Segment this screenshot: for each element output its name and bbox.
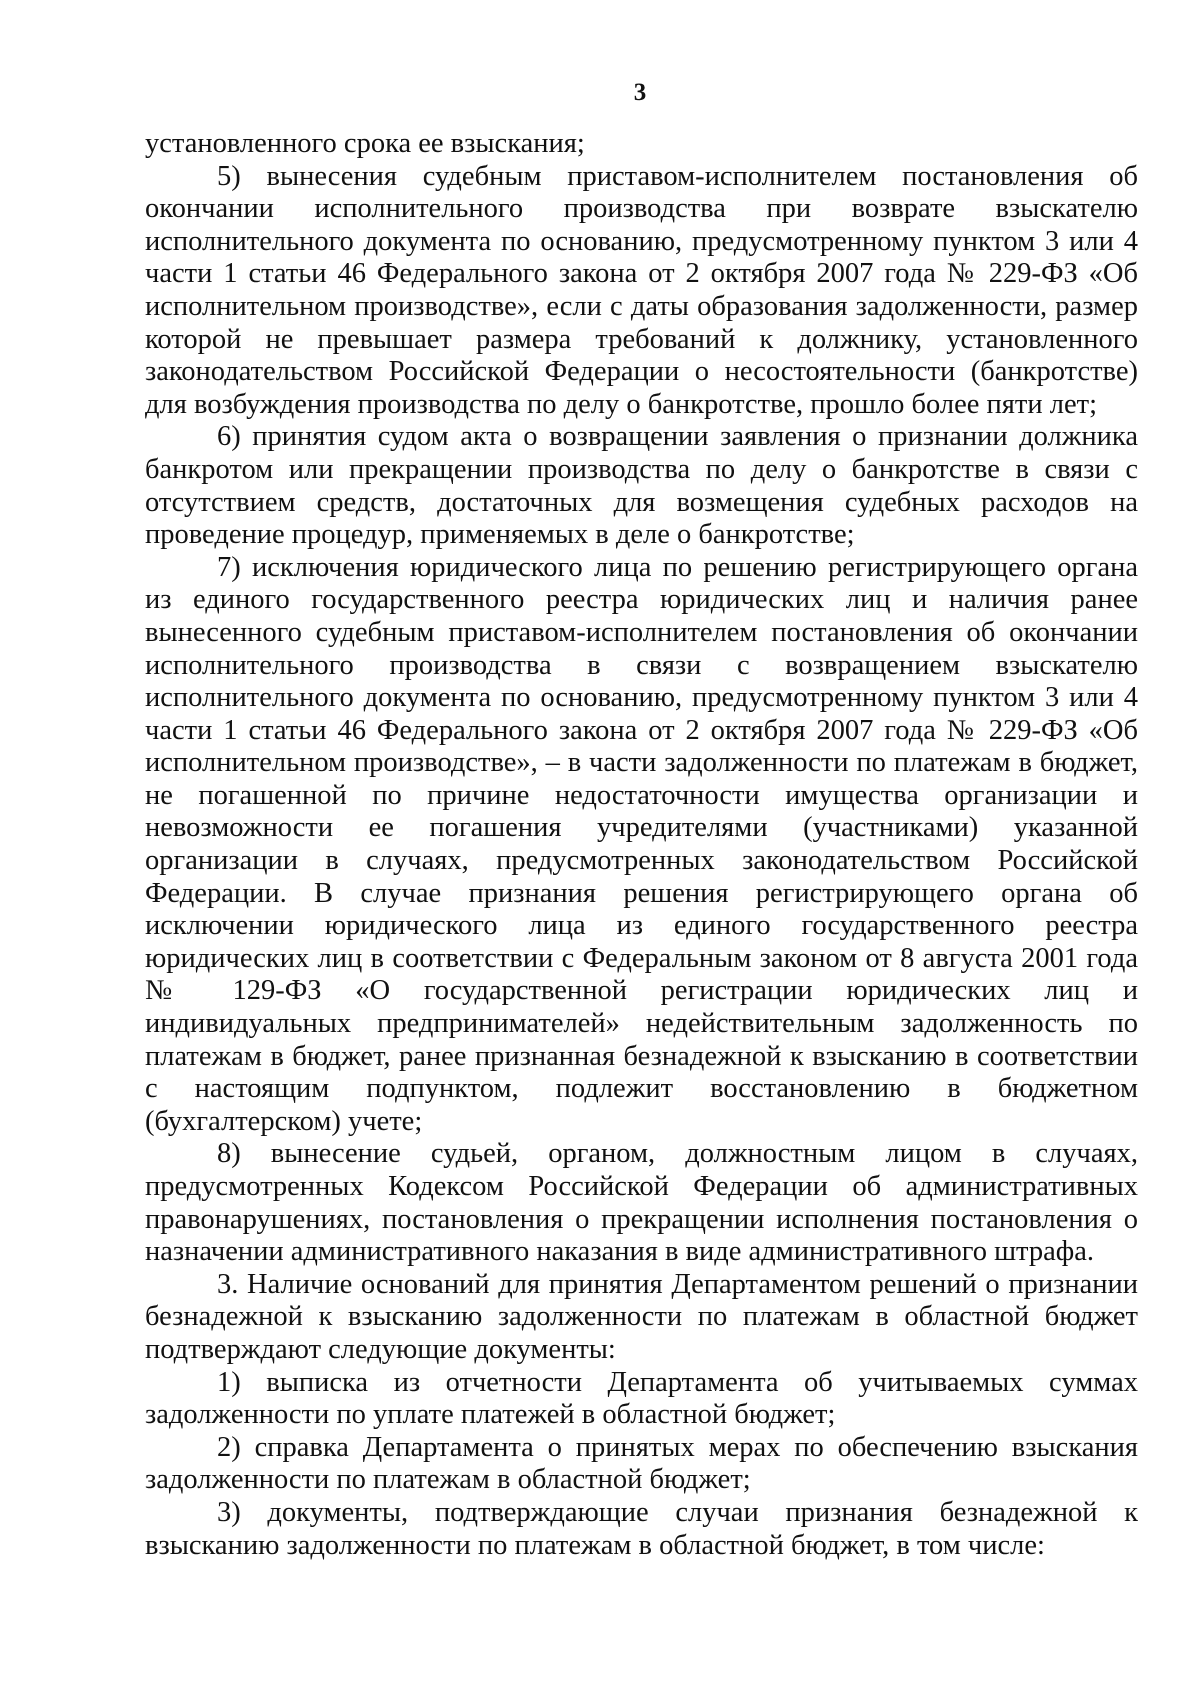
paragraph-continuation: установленного срока ее взыскания; bbox=[145, 128, 585, 159]
paragraph-section-3: 3. Наличие оснований для принятия Департаментом решений о признании безнадежной к взысканию задолженности по платежам в областной бюджет подтверждают следующие документы: bbox=[145, 1268, 1138, 1365]
paragraph-doc-3: 3) документы, подтверждающие случаи признания безнадежной к взысканию задолженности по платежам в областной бюджет, в том числе: bbox=[145, 1496, 1138, 1561]
paragraph-doc-1: 1) выписка из отчетности Департамента об учитываемых суммах задолженности по уплате платежей в областной бюджет; bbox=[145, 1366, 1138, 1431]
document-body bbox=[145, 128, 1138, 1562]
page-number: 3 bbox=[633, 79, 647, 106]
paragraph-item-5: 5) вынесения судебным приставом-исполнителем постановления об окончании исполнительного производства при возврате взыскателю исполнительного документа по основанию, предусмотренному пунктом 3 или 4 части 1 статьи 46 Федерального закона от 2 октября 2007 года № 229-ФЗ «Об исполнительном производстве», если с даты образования задолженности, размер которой не превышает размера требований к должнику, установленного законодательством Российской Федерации о несостоятельности (банкротстве) для возбуждения производства по делу о банкротстве, прошло более пяти лет; bbox=[145, 160, 1138, 420]
paragraph-item-7: 7) исключения юридического лица по решению регистрирующего органа из единого государственного реестра юридических лиц и наличия ранее вынесенного судебным приставом-исполнителем постановления об окончании исполнительного производства в связи с возвращением взыскателю исполнительного документа по основанию, предусмотренному пунктом 3 или 4 части 1 статьи 46 Федерального закона от 2 октября 2007 года № 229-ФЗ «Об исполнительном производстве», – в части задолженности по платежам в бюджет, не погашенной по причине недостаточности имущества организации и невозможности ее погашения учредителями (участниками) указанной организации в случаях, предусмотренных законодательством Российской Федерации. В случае признания решения регистрирующего органа об исключении юридического лица из единого государственного реестра юридических лиц в соответствии с Федеральным законом от 8 августа 2001 года № 129-ФЗ «О государственной регистрации юридических лиц и индивидуальных предпринимателей» недействительным задолженность по платежам в бюджет, ранее признанная безнадежной к взысканию в соответствии с настоящим подпунктом, подлежит восстановлению в бюджетном (бухгалтерском) учете; bbox=[145, 551, 1138, 1137]
paragraph-doc-2: 2) справка Департамента о принятых мерах по обеспечению взыскания задолженности по платежам в областной бюджет; bbox=[145, 1431, 1138, 1496]
paragraph-item-6: 6) принятия судом акта о возвращении заявления о признании должника банкротом или прекращении производства по делу о банкротстве в связи с отсутствием средств, достаточных для возмещения судебных расходов на проведение процедур, применяемых в деле о банкротстве; bbox=[145, 421, 1138, 551]
paragraph-item-8: 8) вынесение судьей, органом, должностным лицом в случаях, предусмотренных Кодексом Российской Федерации об административных правонарушениях, постановления о прекращении исполнения постановления о назначении административного наказания в виде административного штрафа. bbox=[145, 1138, 1138, 1268]
